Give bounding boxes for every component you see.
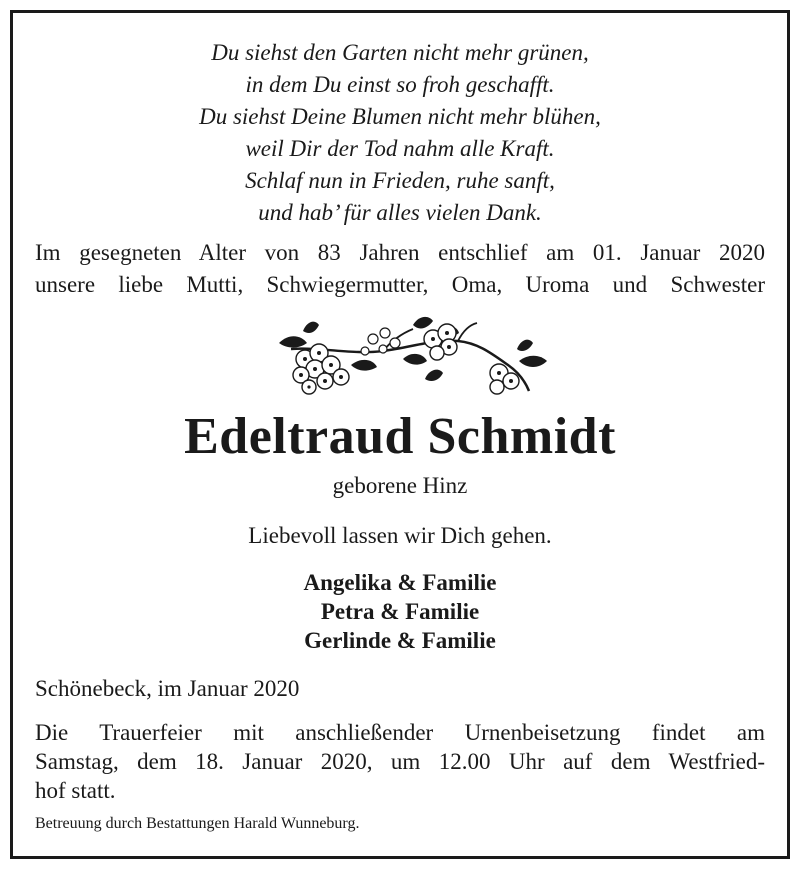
poem <box>13 37 787 229</box>
poem-line: Schlaf nun in Frieden, ruhe sanft, <box>245 168 555 193</box>
farewell-line: Liebevoll lassen wir Dich gehen. <box>248 523 552 548</box>
death-announcement <box>35 237 765 301</box>
deceased-name: Edeltraud Schmidt <box>184 408 616 465</box>
poem-line: und hab’ für alles vielen Dank. <box>258 200 542 225</box>
funeral-info <box>35 718 765 805</box>
funeral-line: Die Trauerfeier mit anschließender Urnenbeisetzung findet am <box>35 720 765 745</box>
undertaker-note: Betreuung durch Bestattungen Harald Wunneburg. <box>35 815 360 832</box>
maiden-name: geborene Hinz <box>332 473 468 498</box>
funeral-line: Samstag, dem 18. Januar 2020, um 12.00 Uhr auf dem Westfried- <box>35 749 765 774</box>
flower-branch-icon <box>263 309 553 399</box>
mourner-item: Gerlinde & Familie <box>304 628 496 653</box>
mourner-item: Angelika & Familie <box>303 570 497 595</box>
funeral-line: hof statt. <box>35 778 116 803</box>
obituary-notice <box>10 10 790 859</box>
poem-line: in dem Du einst so froh geschafft. <box>245 72 555 97</box>
poem-line: Du siehst den Garten nicht mehr grünen, <box>211 40 589 65</box>
mourners-list <box>13 568 787 655</box>
place-date: Schönebeck, im Januar 2020 <box>35 676 300 701</box>
poem-line: weil Dir der Tod nahm alle Kraft. <box>245 136 555 161</box>
announcement-line: unsere liebe Mutti, Schwiegermutter, Oma, Uroma und Schwester <box>35 272 765 297</box>
poem-line: Du siehst Deine Blumen nicht mehr blühen, <box>199 104 601 129</box>
announcement-line: Im gesegneten Alter von 83 Jahren entschlief am 01. Januar 2020 <box>35 240 765 265</box>
mourner-item: Petra & Familie <box>320 599 480 624</box>
